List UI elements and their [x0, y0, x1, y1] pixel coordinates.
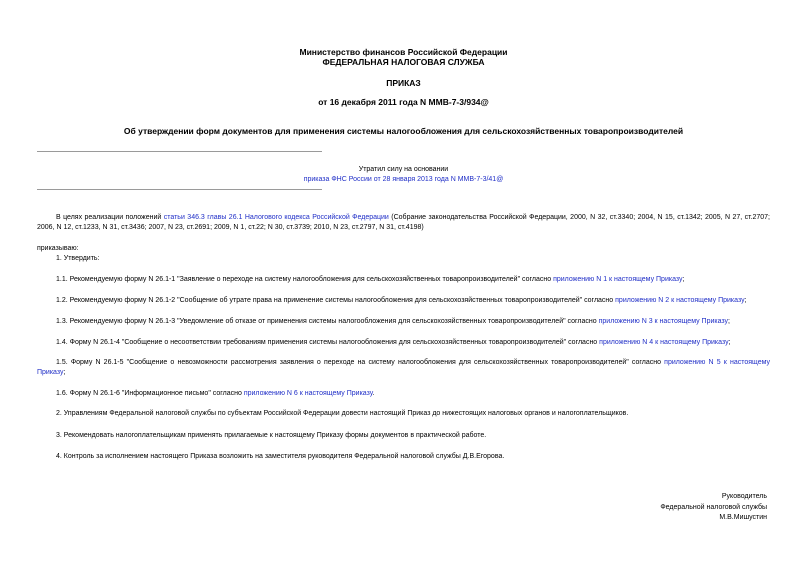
- form-item-end: ;: [744, 297, 747, 304]
- ministry-heading: Министерство финансов Российской Федерации: [299, 47, 508, 57]
- order-word: приказываю:: [37, 245, 79, 252]
- appendix-1-link[interactable]: приложению N 1 к настоящему Приказу: [553, 276, 683, 283]
- form-item-end: ;: [63, 368, 66, 376]
- appendix-4-link[interactable]: приложению N 4 к настоящему Приказу: [599, 339, 729, 346]
- form-item-text: 1.3. Рекомендуемую форму N 26.1-3 "Уведомление об отказе от применения системы налогообложения для сельскохозяйственных товаропроизводителей" согласно: [56, 318, 599, 325]
- item-4: 4. Контроль за исполнением настоящего Приказа возложить на заместителя руководителя Федеральной налоговой службы Д.В.Егорова.: [56, 453, 505, 460]
- appendix-5-link[interactable]: приложению N 5 к настоящему Приказу: [37, 359, 770, 376]
- form-item-text: 1.2. Рекомендуемую форму N 26.1-2 "Сообщение об утрате права на применение системы налогообложения для сельскохозяйственных товаропроизводителей" согласно: [56, 297, 616, 304]
- divider-top: [37, 151, 322, 152]
- item-3: 3. Рекомендовать налогоплательщикам применять прилагаемые к настоящему Приказу формы документов в практической работе.: [56, 432, 487, 439]
- appendix-2-link[interactable]: приложению N 2 к настоящему Приказу: [615, 297, 745, 304]
- form-item-1-2: [37, 296, 770, 306]
- signature-name: М.В.Мишустин: [719, 514, 767, 521]
- signature-organization: Федеральной налоговой службы: [660, 504, 767, 511]
- form-item-end: ;: [728, 318, 730, 325]
- repeal-link[interactable]: приказа ФНС России от 28 января 2013 года N ММВ-7-3/41@: [303, 176, 504, 183]
- doc-date: от 16 декабря 2011 года N ММВ-7-3/934@: [318, 97, 489, 107]
- item-1: 1. Утвердить:: [56, 255, 100, 262]
- form-item-text: 1.1. Рекомендуемую форму N 26.1-1 "Заявление о переходе на систему налогообложения для сельскохозяйственных товаропроизводителей" согласно: [56, 276, 554, 283]
- divider-bottom: [37, 189, 322, 190]
- form-item-1-1: [37, 275, 770, 285]
- form-item-text: 1.5. Форму N 26.1-5 "Сообщение о невозможности рассмотрения заявления о переходе на систему налогообложения для сельскохозяйственных товаропроизводителей" согласно: [56, 359, 665, 366]
- appendix-6-link[interactable]: приложению N 6 к настоящему Приказу: [243, 390, 373, 397]
- status-text: Утратил силу на основании: [358, 166, 449, 173]
- status-line: [0, 175, 807, 184]
- preamble-text: В целях реализации положений: [56, 214, 164, 221]
- form-item-1-6: [37, 389, 770, 399]
- preamble-citation: (Собрание законодательства Российской Федерации, 2000, N 32, ст.3340; 2004, N 15, ст.1342; 2005, N 27, ст.2707; 2006, N 12, ст.1233, N 31, ст.3436; 2007, N 23, ст.2691; 2009, N 1, ст.22; N 30, ст.3739; 2010, N 23, ст.2797, N 31, ст.4198): [37, 214, 771, 231]
- service-heading: ФЕДЕРАЛЬНАЯ НАЛОГОВАЯ СЛУЖБА: [322, 57, 485, 67]
- form-item-1-3: [37, 317, 770, 327]
- preamble-paragraph: [37, 213, 770, 232]
- form-item-text: 1.6. Форму N 26.1-6 "Информационное письмо" согласно: [56, 390, 244, 397]
- doc-type: ПРИКАЗ: [386, 78, 421, 88]
- form-item-1-4: [37, 338, 770, 348]
- tax-code-link[interactable]: статьи 346.3 главы 26.1 Налогового кодекса Российской Федерации: [163, 214, 389, 221]
- form-item-text: 1.4. Форму N 26.1-4 "Сообщение о несоответствии требованиям применения системы налогообложения для сельскохозяйственных товаропроизводителей" согласно: [56, 339, 600, 346]
- form-item-end: .: [372, 390, 375, 397]
- appendix-3-link[interactable]: приложению N 3 к настоящему Приказу: [598, 318, 729, 325]
- form-item-1-5: [37, 358, 770, 377]
- form-item-end: ;: [728, 339, 731, 346]
- form-item-end: ;: [682, 276, 685, 283]
- signature-position: Руководитель: [721, 493, 767, 500]
- item-2: 2. Управлениям Федеральной налоговой службы по субъектам Российской Федерации довести настоящий Приказ до нижестоящих налоговых органов и налогоплательщиков.: [56, 410, 629, 417]
- page-title: Об утверждении форм документов для применения системы налогообложения для сельскохозяйственных товаропроизводителей: [123, 126, 684, 136]
